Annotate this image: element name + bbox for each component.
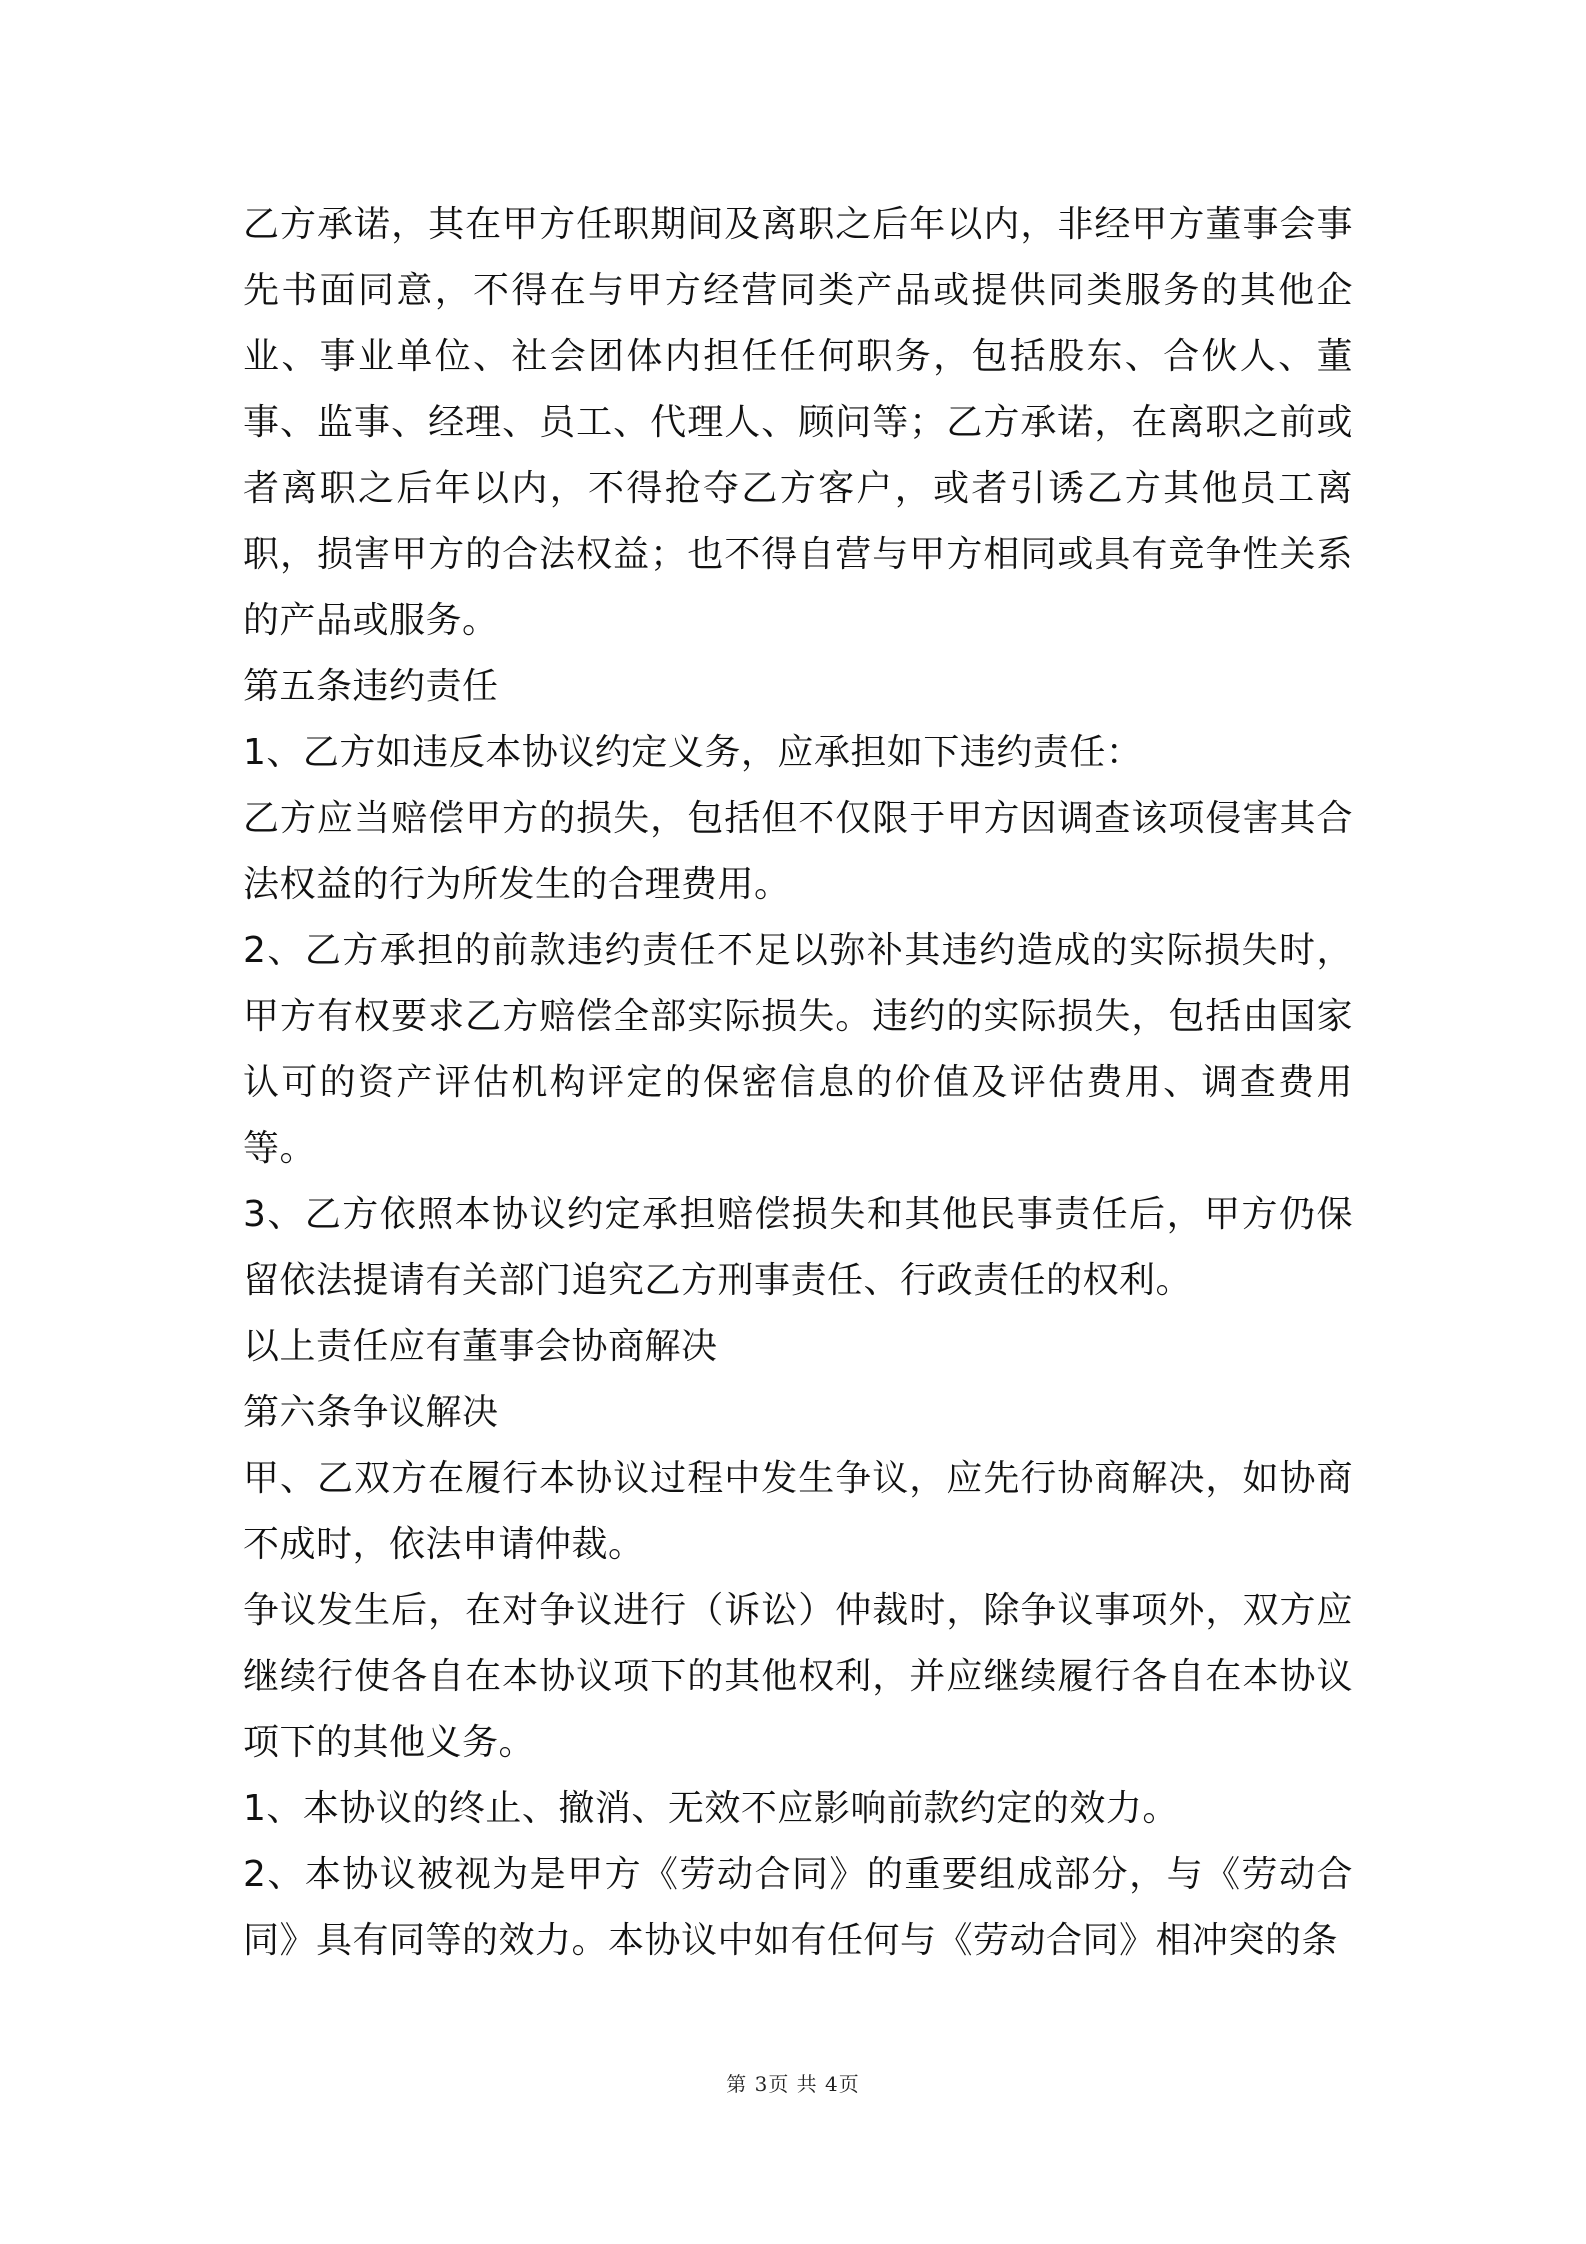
paragraph-dispute-arbitration: 甲、乙双方在履行本协议过程中发生争议，应先行协商解决，如协商不成时，依法申请仲裁。	[243, 1458, 1353, 1565]
paragraph-liability-2: 2、乙方承担的前款违约责任不足以弥补其违约造成的实际损失时，甲方有权要求乙方赔偿全部实际损失。违约的实际损失，包括由国家认可的资产评估机构评定的保密信息的价值及评估费用、调查费用等。	[243, 930, 1353, 1169]
paragraph-dispute-continuation: 争议发生后，在对争议进行（诉讼）仲裁时，除争议事项外，双方应继续行使各自在本协议项下的其他权利，并应继续履行各自在本协议项下的其他义务。	[243, 1590, 1353, 1763]
heading-article-6: 第六条争议解决	[243, 1392, 499, 1433]
page-number-footer: 第 3页 共 4页	[726, 2072, 860, 2096]
paragraph-clause-2: 2、本协议被视为是甲方《劳动合同》的重要组成部分，与《劳动合同》具有同等的效力。本协议中如有任何与《劳动合同》相冲突的条	[243, 1854, 1353, 1961]
document-body	[243, 192, 1353, 1974]
paragraph-non-compete: 乙方承诺，其在甲方任职期间及离职之后年以内，非经甲方董事会事先书面同意，不得在与甲方经营同类产品或提供同类服务的其他企业、事业单位、社会团体内担任任何职务，包括股东、合伙人、董事、监事、经理、员工、代理人、顾问等；乙方承诺，在离职之前或者离职之后年以内，不得抢夺乙方客户，或者引诱乙方其他员工离职，损害甲方的合法权益；也不得自营与甲方相同或具有竞争性关系的产品或服务。	[243, 204, 1353, 641]
paragraph-board-negotiation: 以上责任应有董事会协商解决	[243, 1326, 718, 1367]
paragraph-compensation: 乙方应当赔偿甲方的损失，包括但不仅限于甲方因调查该项侵害其合法权益的行为所发生的合理费用。	[243, 798, 1353, 905]
paragraph-clause-1: 1、本协议的终止、撤消、无效不应影响前款约定的效力。	[243, 1788, 1179, 1829]
paragraph-liability-3: 3、乙方依照本协议约定承担赔偿损失和其他民事责任后，甲方仍保留依法提请有关部门追究乙方刑事责任、行政责任的权利。	[243, 1194, 1353, 1301]
heading-article-5: 第五条违约责任	[243, 666, 499, 707]
paragraph-liability-1: 1、乙方如违反本协议约定义务，应承担如下违约责任：	[243, 732, 1143, 773]
